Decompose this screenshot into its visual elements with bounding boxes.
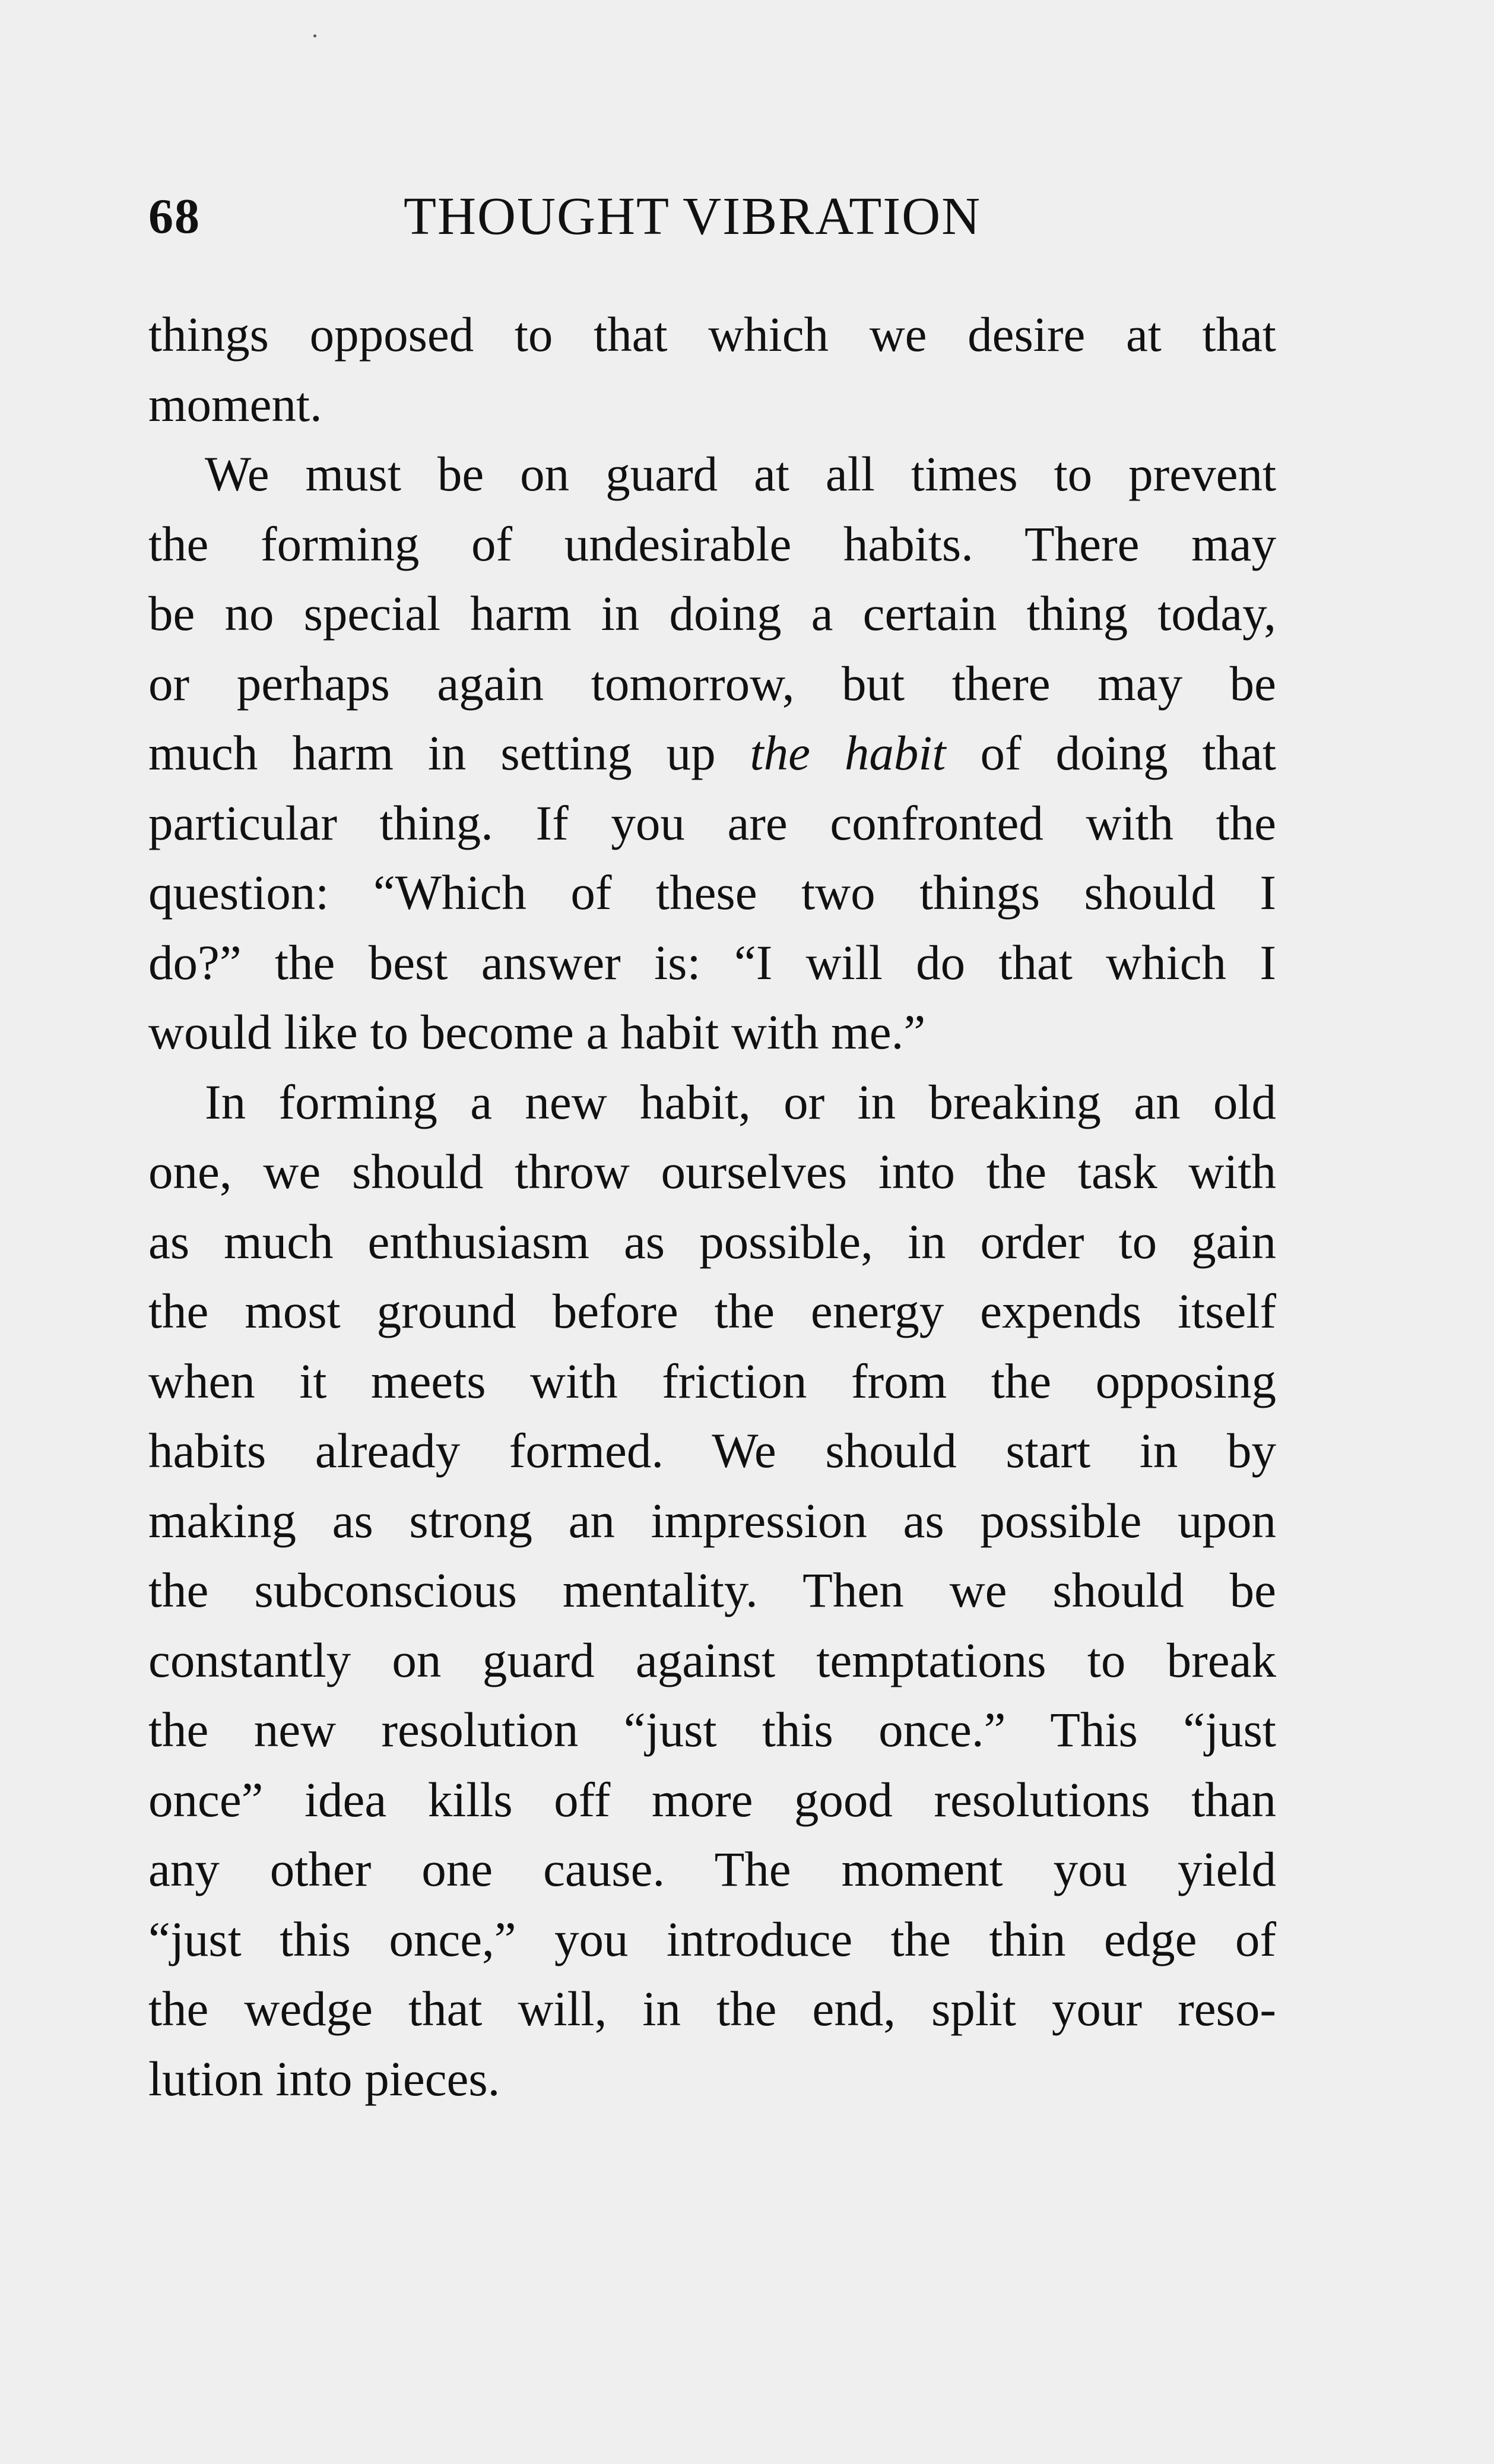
italic-phrase: the habit	[750, 726, 946, 780]
text-line: things opposed to that which we desire at that	[148, 307, 1276, 362]
text-line: the forming of undesirable habits. There may	[148, 516, 1276, 571]
text-line: the wedge that will, in the end, split your reso-	[148, 1981, 1276, 2036]
text-fragment: much harm in setting up	[148, 726, 750, 780]
text-line: be no special harm in doing a certain thing today,	[148, 586, 1276, 641]
text-line: question: “Which of these two things should I	[148, 865, 1276, 920]
paragraph-forming-habit	[148, 1068, 1276, 2114]
paragraph-habits	[148, 439, 1276, 1068]
page-number: 68	[148, 189, 201, 244]
text-line: once” idea kills off more good resolutions than	[148, 1772, 1276, 1827]
running-title: THOUGHT VIBRATION	[404, 187, 982, 246]
text-line: constantly on guard against temptations to break	[148, 1632, 1276, 1687]
text-line: making as strong an impression as possible upon	[148, 1493, 1276, 1548]
text-line: lution into pieces.	[148, 2051, 500, 2106]
text-line: moment.	[148, 376, 322, 432]
text-line: “just this once,” you introduce the thin edge of	[148, 1911, 1276, 1966]
text-line: or perhaps again tomorrow, but there may be	[148, 655, 1276, 711]
text-line: particular thing. If you are confronted with the	[148, 795, 1276, 850]
print-speck	[313, 34, 316, 37]
text-line: In forming a new habit, or in breaking an old	[205, 1074, 1276, 1129]
text-line: the most ground before the energy expends itself	[148, 1284, 1276, 1338]
text-line: one, we should throw ourselves into the task with	[148, 1144, 1276, 1199]
text-line: any other one cause. The moment you yield	[148, 1842, 1276, 1896]
text-line: as much enthusiasm as possible, in order to gain	[148, 1214, 1276, 1269]
paragraph-continued	[148, 300, 1276, 439]
text-line: would like to become a habit with me.”	[148, 1005, 926, 1059]
body-text	[148, 300, 1276, 2114]
text-line-with-italic	[148, 718, 1276, 788]
running-head	[148, 181, 1276, 252]
text-line: when it meets with friction from the opposing	[148, 1353, 1276, 1408]
text-fragment: of doing that	[946, 726, 1276, 780]
text-line: the new resolution “just this once.” This “just	[148, 1702, 1276, 1757]
text-line: do?” the best answer is: “I will do that which I	[148, 935, 1276, 990]
text-line: We must be on guard at all times to prevent	[205, 446, 1276, 501]
text-line: habits already formed. We should start in by	[148, 1423, 1276, 1478]
text-line: the subconscious mentality. Then we should be	[148, 1563, 1276, 1617]
